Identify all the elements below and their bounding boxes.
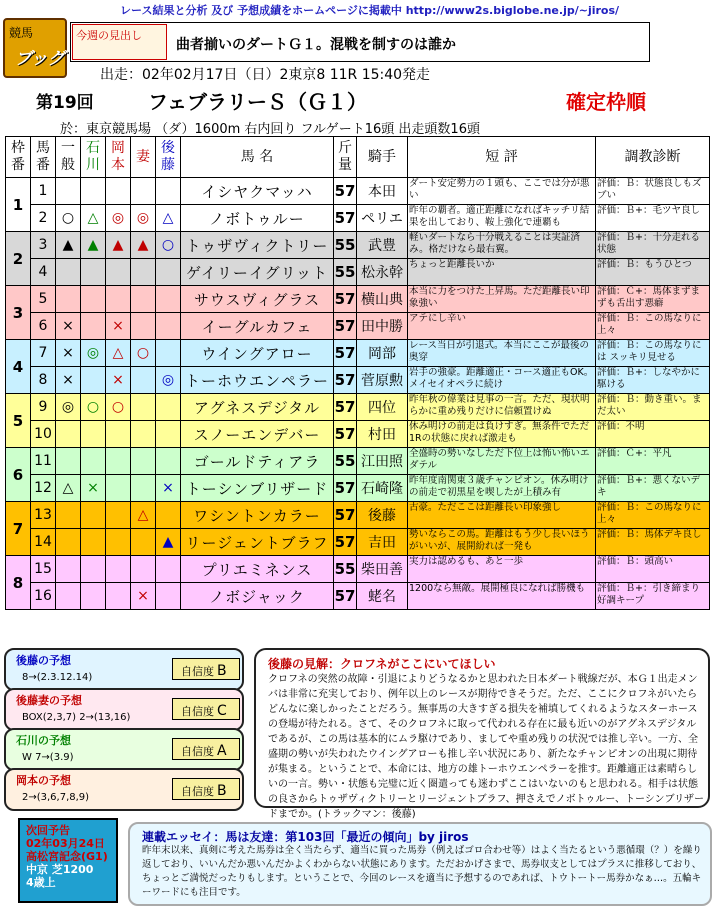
mark-ishikawa [81, 367, 106, 394]
table-row [6, 502, 710, 529]
mark-ippan [56, 259, 81, 286]
training-diagnosis: 評価：Ｂ+：毛ツヤ良し [596, 205, 710, 232]
jockey: 田中勝 [357, 313, 408, 340]
mark-ishikawa [81, 421, 106, 448]
mark-tsuma [131, 556, 156, 583]
jockey: 武豊 [357, 232, 408, 259]
kinryo: 57 [334, 205, 357, 232]
waku-cell: 8 [6, 556, 31, 610]
confidence-value: C [217, 703, 227, 719]
jockey: 四位 [357, 394, 408, 421]
horse-name: ノボジャック [181, 583, 334, 610]
confidence-value: A [217, 743, 227, 759]
mark-tsuma [131, 421, 156, 448]
mark-okamoto [106, 502, 131, 529]
table-row [6, 340, 710, 367]
horse-name: トゥザヴィクトリー [181, 232, 334, 259]
comment: 休み明けの前走は負けすぎ。無条件でただ1Rの状態に戻れば激走も [408, 421, 596, 448]
table-row [6, 178, 710, 205]
horse-number: 7 [31, 340, 56, 367]
mark-ippan: ◎ [56, 394, 81, 421]
prediction-box [4, 688, 244, 731]
kinryo: 57 [334, 502, 357, 529]
essay-box [128, 822, 712, 906]
mark-okamoto [106, 421, 131, 448]
confidence-label: 自信度 [181, 665, 214, 678]
mark-ippan [56, 502, 81, 529]
mark-goto [156, 394, 181, 421]
table-row [6, 232, 710, 259]
header-ippan: 一般 [56, 137, 81, 178]
mark-ippan [56, 421, 81, 448]
confidence-box [172, 698, 240, 720]
table-row [6, 448, 710, 475]
kinryo: 55 [334, 232, 357, 259]
horse-number: 13 [31, 502, 56, 529]
confidence-value: B [217, 663, 227, 679]
headline: 曲者揃いのダートＧ１。混戦を制すのは誰か [176, 37, 456, 53]
logo-main-text: ブッグ [15, 49, 65, 69]
waku-cell: 5 [6, 394, 31, 448]
mark-ippan: × [56, 313, 81, 340]
comment: 古豪。ただここは距離長い印象強し [408, 502, 596, 529]
jockey: 後藤 [357, 502, 408, 529]
mark-tsuma [131, 313, 156, 340]
horse-number: 14 [31, 529, 56, 556]
goto-commentary [254, 648, 710, 820]
horse-number: 16 [31, 583, 56, 610]
comment: 岩手の強豪。距離適正・コース適正もOK。メイセイオペラに続け [408, 367, 596, 394]
race-number: 第19回 [36, 93, 94, 113]
mark-ishikawa [81, 529, 106, 556]
jockey: 岡部 [357, 340, 408, 367]
horse-name: トーホウエンペラー [181, 367, 334, 394]
header-waku: 枠番 [6, 137, 31, 178]
goto-commentary-title: 後藤の見解：クロフネがここにいてほしい [268, 657, 496, 671]
horse-number: 2 [31, 205, 56, 232]
header-tsuma: 妻 [131, 137, 156, 178]
table-row [6, 556, 710, 583]
waku-cell: 4 [6, 340, 31, 394]
mark-ippan [56, 448, 81, 475]
comment: ダート安定勢力の１頭も、ここでは分が悪い [408, 178, 596, 205]
training-diagnosis: 評価：Ｂ：この馬なりに上々 [596, 313, 710, 340]
comment: ちょっと距離長いか [408, 259, 596, 286]
horse-name: ウイングアロー [181, 340, 334, 367]
horse-name: ゲイリーイグリット [181, 259, 334, 286]
header-comment: 短 評 [408, 137, 596, 178]
mark-tsuma [131, 178, 156, 205]
mark-okamoto: × [106, 367, 131, 394]
mark-goto [156, 178, 181, 205]
mark-tsuma [131, 286, 156, 313]
mark-okamoto [106, 556, 131, 583]
horse-number: 5 [31, 286, 56, 313]
header-okamoto: 岡本 [106, 137, 131, 178]
next-race-line: 次回予告 [26, 824, 70, 837]
comment: 実力は認めるも、あと一歩 [408, 556, 596, 583]
training-diagnosis: 評価：Ｂ：この馬なりに上々 [596, 502, 710, 529]
kinryo: 57 [334, 313, 357, 340]
kinryo: 57 [334, 583, 357, 610]
header-banner: レース結果と分析 及び 予想成績をホームページに掲載中 http://www2s.biglobe.ne.jp/~jiros/ [120, 4, 620, 17]
mark-tsuma [131, 475, 156, 502]
mark-ishikawa: ▲ [81, 232, 106, 259]
mark-ishikawa: △ [81, 205, 106, 232]
training-diagnosis: 評価：不明 [596, 421, 710, 448]
mark-okamoto [106, 259, 131, 286]
horse-number: 12 [31, 475, 56, 502]
mark-ishikawa [81, 448, 106, 475]
mark-tsuma: × [131, 583, 156, 610]
table-row [6, 259, 710, 286]
waku-cell: 6 [6, 448, 31, 502]
training-diagnosis: 評価：Ｂ：馬体デキ良し [596, 529, 710, 556]
mark-goto [156, 340, 181, 367]
mark-ishikawa [81, 313, 106, 340]
waku-cell: 2 [6, 232, 31, 286]
training-diagnosis: 評価：Ｂ：この馬なりには スッキリ見せる [596, 340, 710, 367]
horse-number: 11 [31, 448, 56, 475]
mark-ippan [56, 178, 81, 205]
mark-okamoto [106, 529, 131, 556]
confidence-box [172, 738, 240, 760]
mark-ippan: ▲ [56, 232, 81, 259]
horse-number: 4 [31, 259, 56, 286]
venue-info: 於：東京競馬場 （ダ）1600m 右内回り フルゲート16頭 出走頭数16頭 [60, 122, 480, 137]
mark-ishikawa: × [81, 475, 106, 502]
mark-goto [156, 556, 181, 583]
training-diagnosis: 評価：Ｂ+：悪くないデキ [596, 475, 710, 502]
kakutei-label: 確定枠順 [566, 90, 646, 114]
mark-goto [156, 421, 181, 448]
mark-goto [156, 502, 181, 529]
jockey: 蛯名 [357, 583, 408, 610]
kinryo: 57 [334, 367, 357, 394]
mark-okamoto: × [106, 313, 131, 340]
header-diag: 調教診断 [596, 137, 710, 178]
training-diagnosis: 評価：Ｃ+：平凡 [596, 448, 710, 475]
mark-okamoto: ▲ [106, 232, 131, 259]
header-kinryo: 斤量 [334, 137, 357, 178]
training-diagnosis: 評価：Ｃ+：馬体まずまずも舌出す悪癖 [596, 286, 710, 313]
kinryo: 57 [334, 286, 357, 313]
comment: 軽いダートなら十分戦えることは実証済み。格だけなら最右翼。 [408, 232, 596, 259]
jockey: 村田 [357, 421, 408, 448]
comment: 1200なら無敵。展開極良になれば勝機も [408, 583, 596, 610]
table-row [6, 313, 710, 340]
next-race-line: 4歳上 [26, 876, 56, 889]
mark-tsuma: △ [131, 502, 156, 529]
mark-tsuma [131, 259, 156, 286]
essay-body: 昨年末以来、真剣に考えた馬券は全く当たらず、適当に買った馬券（例えばゴロ合わせ等）はよく当たるという悪循環（？）を繰り返しており、いいんだか悪いんだかよくわからない状態にあります。ただおかげさまで、馬券収支としてはプラスに推移しており、ちょっとご満悦だったりもします。ということで、今回のレースを適当に予想するのであれば、トウトートー馬券かなぁ…。五輪キーワードにも注目です。 [142, 845, 702, 898]
kinryo: 55 [334, 259, 357, 286]
mark-ishikawa [81, 259, 106, 286]
table-row [6, 529, 710, 556]
mark-ippan [56, 583, 81, 610]
kinryo: 57 [334, 340, 357, 367]
table-header-row [6, 137, 710, 178]
mark-ishikawa [81, 178, 106, 205]
confidence-label: 自信度 [181, 785, 214, 798]
horse-name: ゴールドティアラ [181, 448, 334, 475]
training-diagnosis: 評価：Ｂ：状態良しもズブい [596, 178, 710, 205]
table-row [6, 583, 710, 610]
mark-okamoto: △ [106, 340, 131, 367]
mark-goto: ○ [156, 232, 181, 259]
mark-tsuma [131, 448, 156, 475]
confidence-box [172, 658, 240, 680]
mark-ishikawa [81, 502, 106, 529]
mark-goto: × [156, 475, 181, 502]
kinryo: 55 [334, 448, 357, 475]
kinryo: 57 [334, 394, 357, 421]
horse-name: プリエミネンス [181, 556, 334, 583]
prediction-box [4, 648, 244, 691]
confidence-value: B [217, 783, 227, 799]
mark-ippan: × [56, 367, 81, 394]
kinryo: 57 [334, 529, 357, 556]
horse-name: トーシンブリザード [181, 475, 334, 502]
mark-okamoto [106, 178, 131, 205]
next-race-line: 中京 芝1200 [26, 863, 94, 876]
mark-okamoto [106, 448, 131, 475]
mark-ippan: × [56, 340, 81, 367]
mark-goto: ▲ [156, 529, 181, 556]
horse-number: 10 [31, 421, 56, 448]
comment: 本当に力をつけた上昇馬。ただ距離長い印象強い [408, 286, 596, 313]
table-row [6, 475, 710, 502]
kinryo: 55 [334, 556, 357, 583]
mark-goto: ◎ [156, 367, 181, 394]
mark-okamoto [106, 286, 131, 313]
horse-name: ワシントンカラー [181, 502, 334, 529]
horse-name: アグネスデジタル [181, 394, 334, 421]
prediction-box [4, 768, 244, 811]
training-diagnosis: 評価：Ｂ+：しなやかに駆ける [596, 367, 710, 394]
mark-ishikawa: ○ [81, 394, 106, 421]
training-diagnosis: 評価：Ｂ：頭高い [596, 556, 710, 583]
logo-top-text: 競馬 [9, 26, 34, 40]
comment: 勢いならこの馬。距離はもう少し長いほうがいいが、展開紛れば一発も [408, 529, 596, 556]
jockey: ペリエ [357, 205, 408, 232]
header-name: 馬 名 [181, 137, 334, 178]
kinryo: 57 [334, 178, 357, 205]
mark-tsuma [131, 529, 156, 556]
race-info: 出走：02年02月17日（日）2東京8 11R 15:40発走 [100, 67, 431, 83]
mark-goto [156, 286, 181, 313]
horse-name: スノーエンデバー [181, 421, 334, 448]
comment: 全盛時の勢いなしただ下位上は怖い怖いエダテル [408, 448, 596, 475]
horse-number: 9 [31, 394, 56, 421]
header-uma: 馬番 [31, 137, 56, 178]
mark-goto [156, 448, 181, 475]
prediction-title: 石川の予想 [16, 734, 71, 747]
mark-tsuma [131, 367, 156, 394]
confidence-label: 自信度 [181, 705, 214, 718]
race-name: フェブラリーＳ（Ｇ１） [148, 90, 367, 114]
prediction-body: BOX(2,3,7) 2→(13,16) [22, 712, 131, 723]
prediction-box [4, 728, 244, 771]
training-diagnosis: 評価：Ｂ：もうひとつ [596, 259, 710, 286]
horse-name: ノボトゥルー [181, 205, 334, 232]
training-diagnosis: 評価：Ｂ：動き重い。まだ太い [596, 394, 710, 421]
horse-number: 1 [31, 178, 56, 205]
mark-ippan: △ [56, 475, 81, 502]
mark-ishikawa [81, 286, 106, 313]
mark-okamoto [106, 475, 131, 502]
jockey: 石崎隆 [357, 475, 408, 502]
horse-number: 6 [31, 313, 56, 340]
horse-name: サウスヴィグラス [181, 286, 334, 313]
site-logo [3, 18, 67, 78]
mark-goto: △ [156, 205, 181, 232]
jockey: 本田 [357, 178, 408, 205]
comment: 昨年度南関東３歳チャンピオン。休み明けの前走で初黒星を喫したが上積み有 [408, 475, 596, 502]
mark-ippan [56, 286, 81, 313]
headline-label: 今週の見出し [72, 24, 167, 60]
mark-okamoto [106, 583, 131, 610]
header-ishikawa: 石川 [81, 137, 106, 178]
prediction-body: W 7→(3.9) [22, 752, 74, 763]
mark-ippan [56, 556, 81, 583]
header-goto: 後藤 [156, 137, 181, 178]
prediction-body: 2→(3,6,7,8,9) [22, 792, 90, 803]
prediction-title: 岡本の予想 [16, 774, 71, 787]
horse-name: リージェントブラフ [181, 529, 334, 556]
training-diagnosis: 評価：Ｂ+：引き締まり好調キープ [596, 583, 710, 610]
jockey: 横山典 [357, 286, 408, 313]
mark-goto [156, 583, 181, 610]
horse-number: 3 [31, 232, 56, 259]
confidence-label: 自信度 [181, 745, 214, 758]
kinryo: 57 [334, 421, 357, 448]
table-row [6, 286, 710, 313]
next-race-line: 高松宮記念(G1) [26, 850, 108, 863]
comment: 昨年の覇者。適正距離になればキッチリ結果を出しており、鞍上強化で連覇も [408, 205, 596, 232]
horse-number: 8 [31, 367, 56, 394]
table-row [6, 205, 710, 232]
next-race-line: 02年03月24日 [26, 837, 105, 850]
jockey: 菅原勲 [357, 367, 408, 394]
horse-number: 15 [31, 556, 56, 583]
prediction-body: 8→(2.3.12.14) [22, 672, 93, 683]
header-jockey: 騎手 [357, 137, 408, 178]
mark-okamoto: ○ [106, 394, 131, 421]
mark-tsuma [131, 394, 156, 421]
comment: アテにし辛い [408, 313, 596, 340]
mark-tsuma: ▲ [131, 232, 156, 259]
essay-title: 連載エッセイ：馬は友達：第103回「最近の傾向」by jiros [142, 830, 469, 844]
waku-cell: 3 [6, 286, 31, 340]
mark-ishikawa: ◎ [81, 340, 106, 367]
waku-cell: 7 [6, 502, 31, 556]
next-race-preview [18, 818, 118, 903]
table-row [6, 367, 710, 394]
comment: レース当日が引退式。本当にここが最後の奥穿 [408, 340, 596, 367]
waku-cell: 1 [6, 178, 31, 232]
mark-ishikawa [81, 556, 106, 583]
entry-table [5, 136, 710, 610]
mark-okamoto: ◎ [106, 205, 131, 232]
jockey: 吉田 [357, 529, 408, 556]
horse-name: イシヤクマッハ [181, 178, 334, 205]
mark-ippan [56, 529, 81, 556]
jockey: 江田照 [357, 448, 408, 475]
mark-goto [156, 313, 181, 340]
mark-tsuma: ◎ [131, 205, 156, 232]
kinryo: 57 [334, 475, 357, 502]
mark-ippan: ○ [56, 205, 81, 232]
prediction-title: 後藤の予想 [16, 654, 71, 667]
mark-goto [156, 259, 181, 286]
horse-name: イーグルカフェ [181, 313, 334, 340]
mark-ishikawa [81, 583, 106, 610]
jockey: 柴田善 [357, 556, 408, 583]
prediction-title: 後藤妻の予想 [16, 694, 82, 707]
table-row [6, 421, 710, 448]
confidence-box [172, 778, 240, 800]
table-row [6, 394, 710, 421]
goto-commentary-body: クロフネの突然の故障・引退によりどうなるかと思われた日本ダート戦線だが、本Ｇ１出走メンバは非常に充実しており、例年以上のレースが期待できそうだ。ただ、ここにクロフネがいたらどんなに楽しかったことだろう。無事馬の大きすぎる損失を補填してくれるようなスターホースの登場が待たれる。さて、そのクロフネに取って代われる存在に最も近いのがアグネスデジタルであるが、この馬は基本的にムラ駆けであり、ましてや重め残りの状況では推し辛い。一方、全盛期の勢いが失われたウイングアローも推し辛い状況にあり、新たなチャンピオンの出現に期待が集まる。ということで、本命には、地方の雄トーホウエンペラーを推す。距離適正は素晴らしいの一言。勢い・状態も完璧に近く圏遣っても迷わずここはいないのもと思われる。相手は状態の良さからトゥザヴィクトリーとリージェントブラフ、押さえでノボトゥルー、トーシンブリザードまでか。(トラックマン：後藤) [268, 674, 704, 820]
jockey: 松永幹 [357, 259, 408, 286]
comment: 昨年秋の偉業は見事の一言。ただ、現状明らかに重め残りだけに信頼置けぬ [408, 394, 596, 421]
mark-tsuma: ○ [131, 340, 156, 367]
training-diagnosis: 評価：Ｂ+：十分走れる状態 [596, 232, 710, 259]
